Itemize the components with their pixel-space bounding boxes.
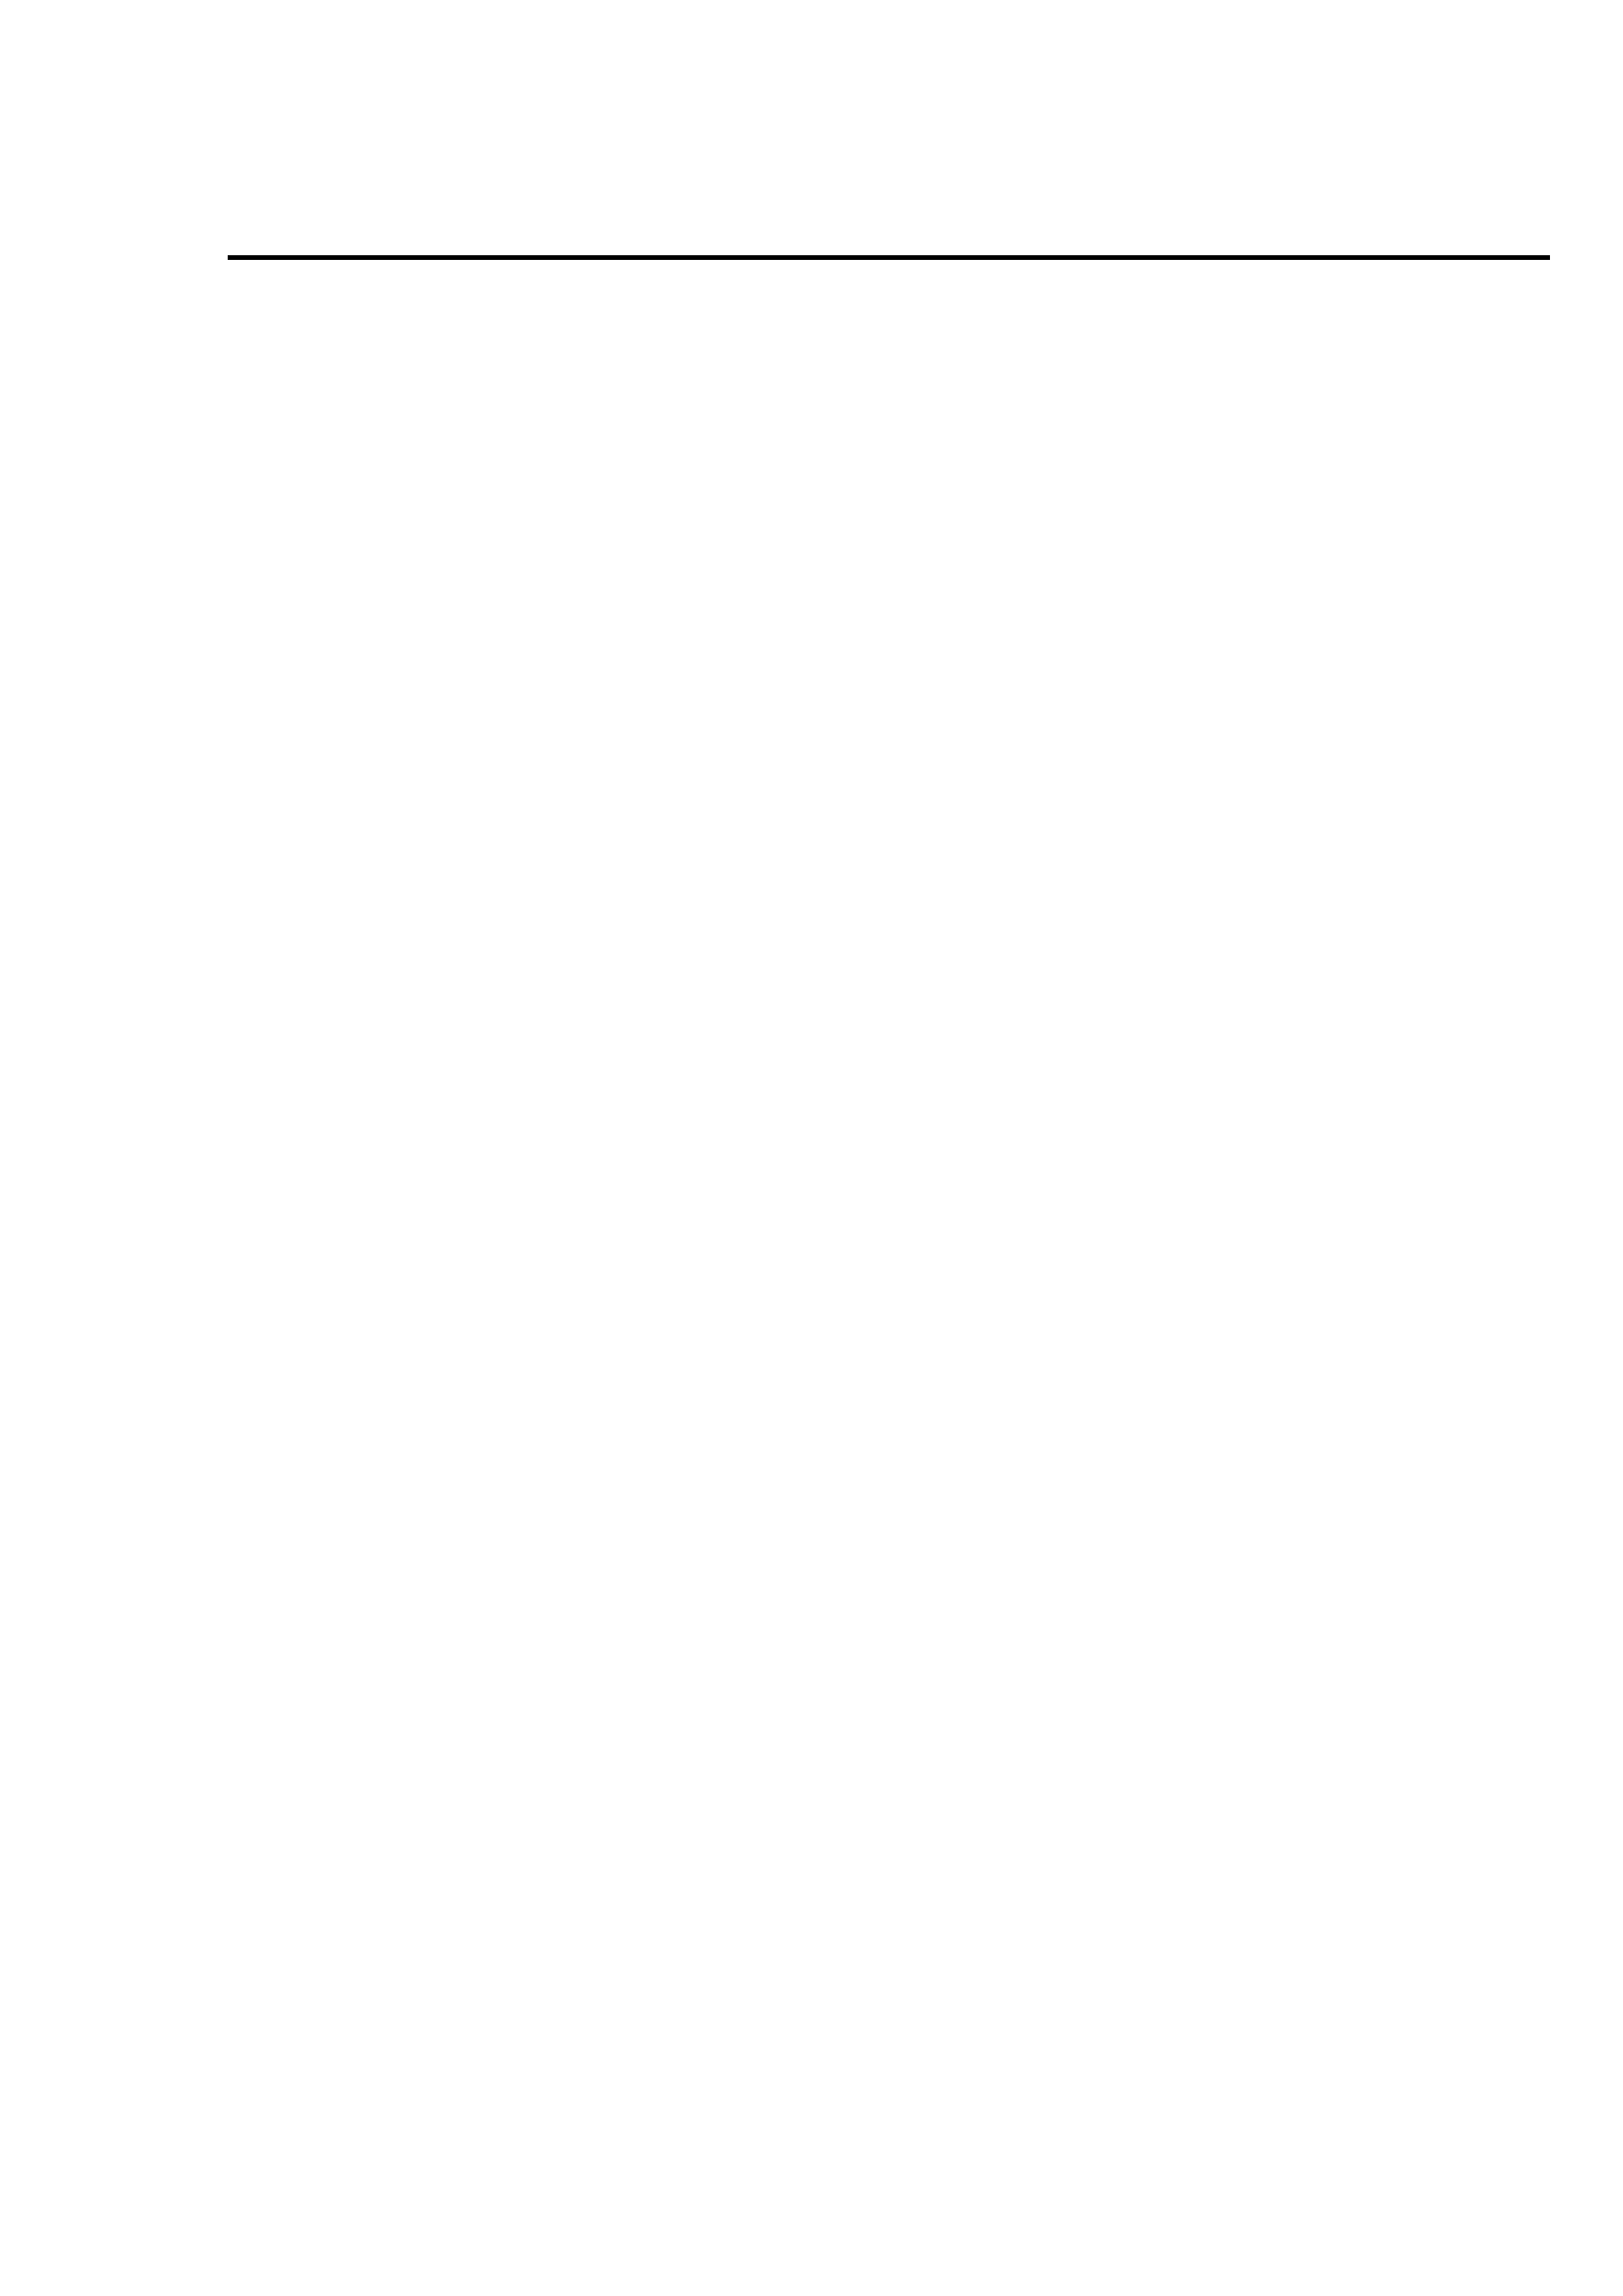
header-divider <box>228 255 1550 260</box>
